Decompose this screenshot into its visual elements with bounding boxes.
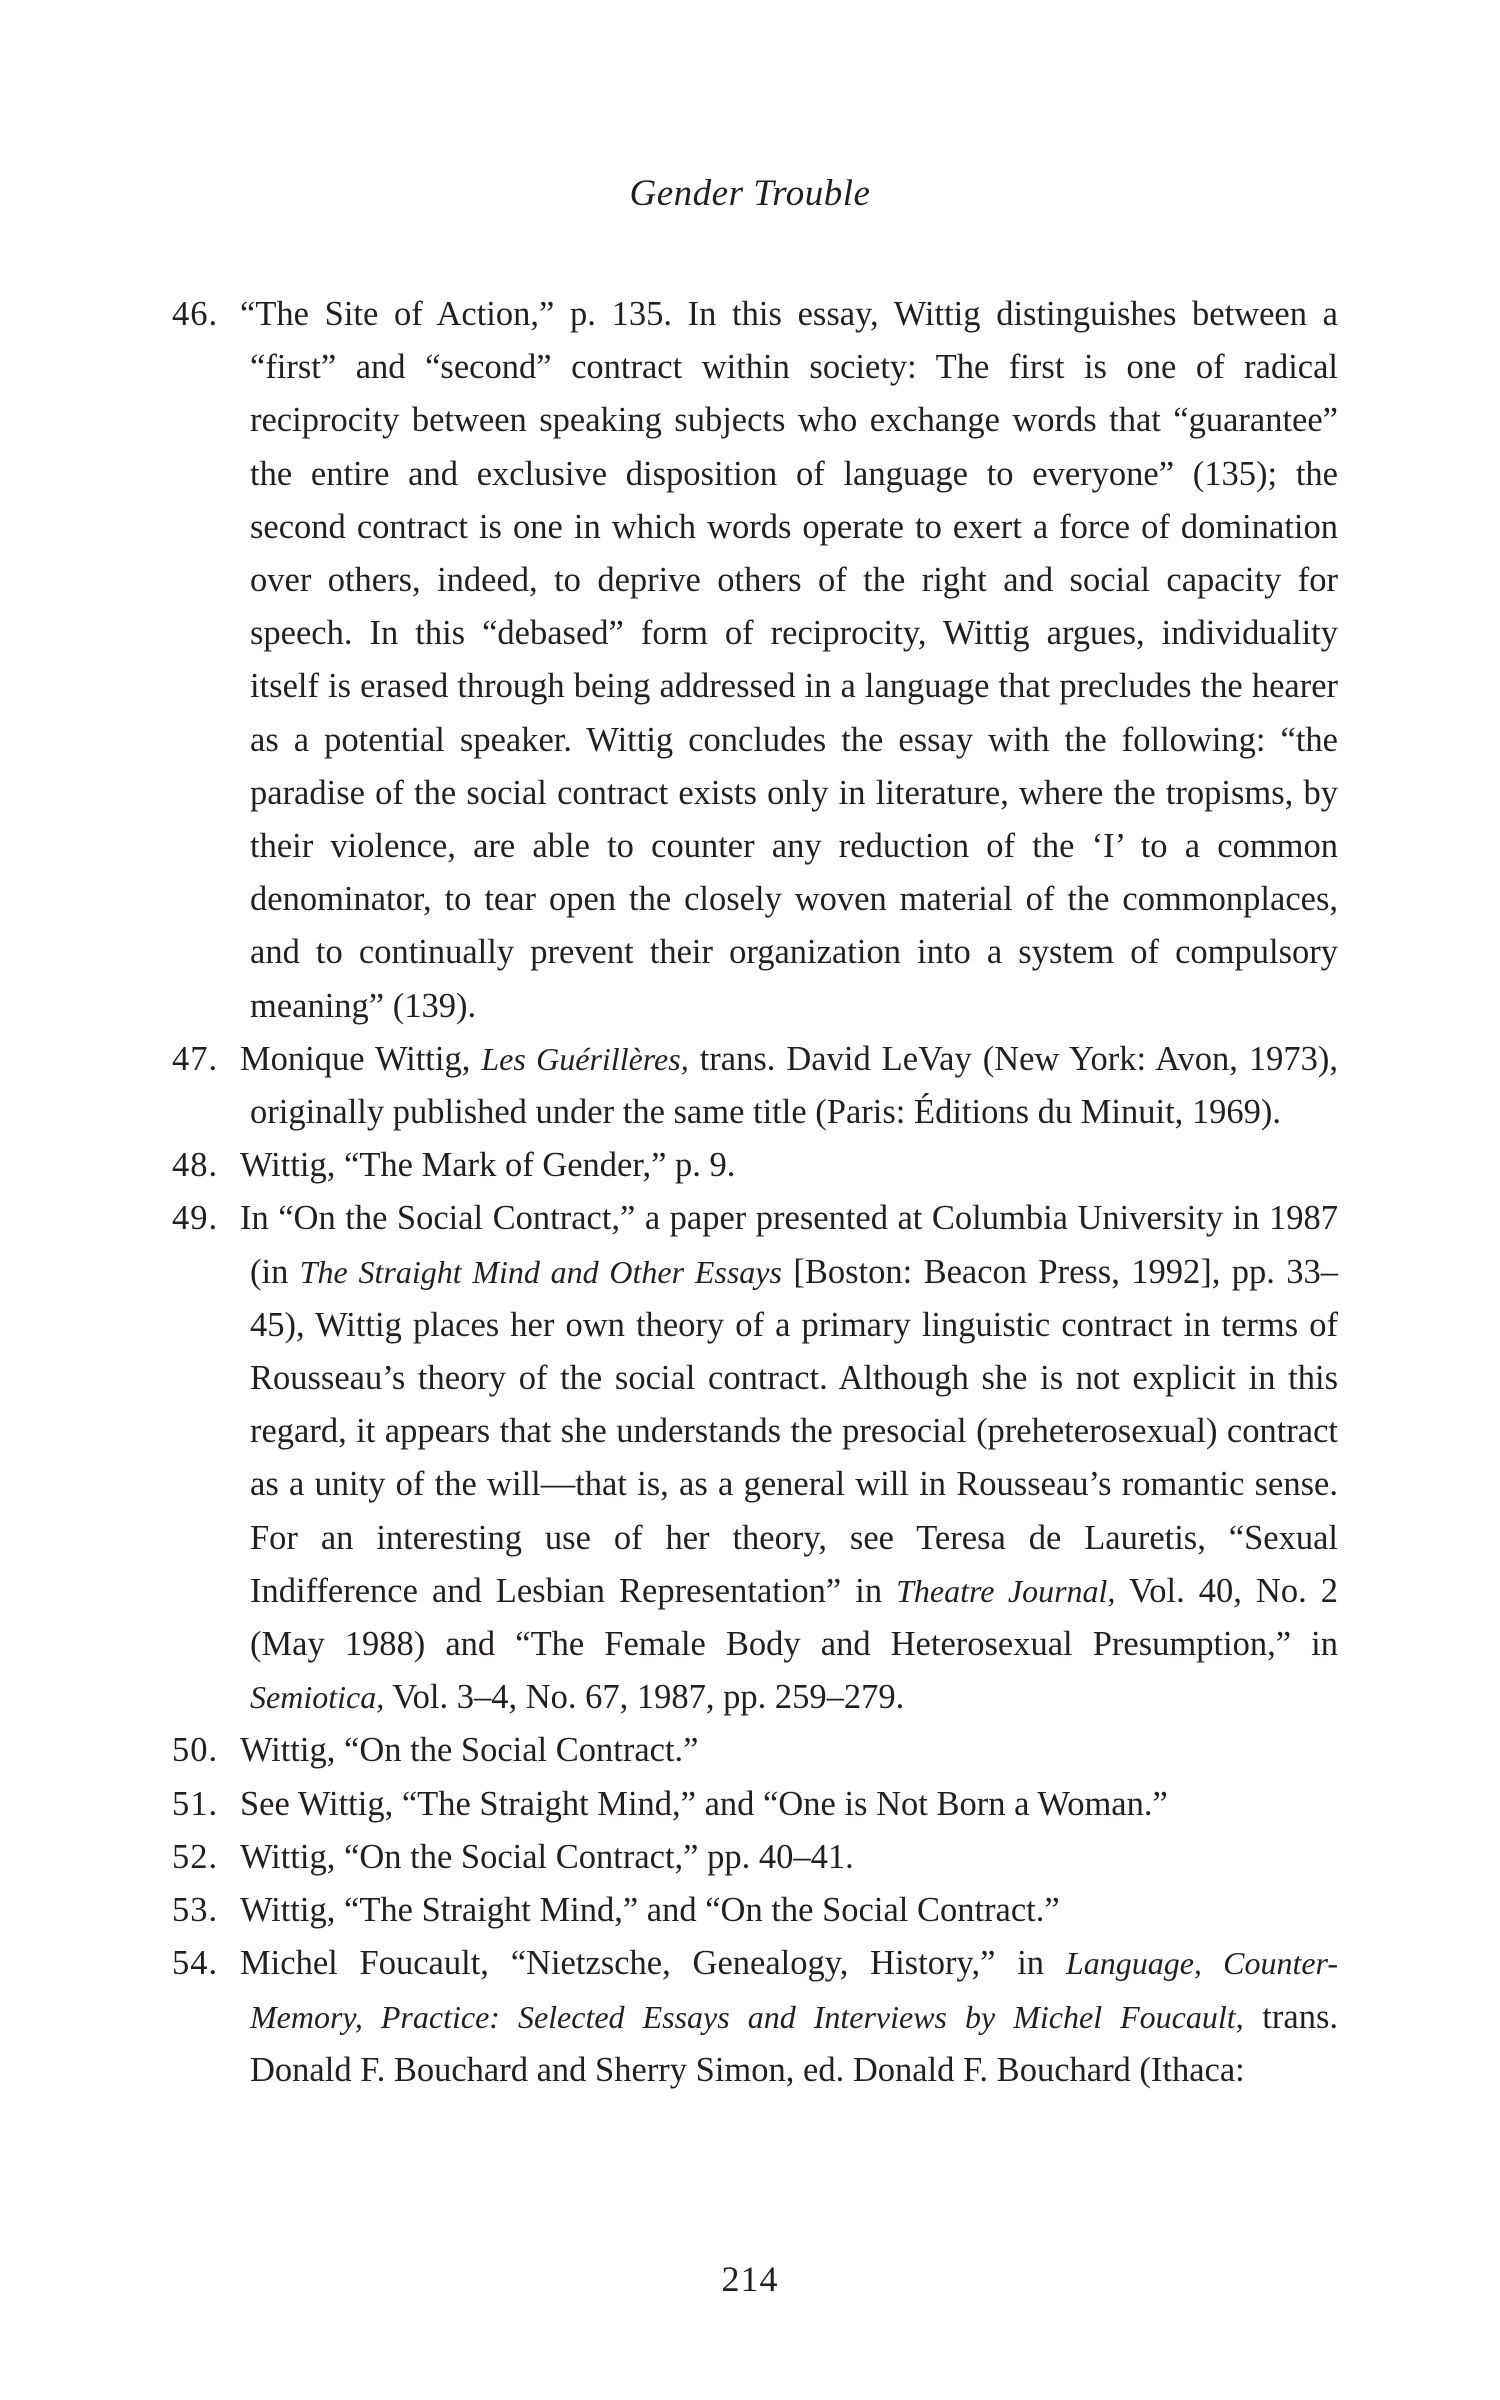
endnote	[172, 1139, 1338, 1192]
endnote-number: 47.	[172, 1039, 219, 1078]
endnote	[172, 1831, 1338, 1884]
endnote-italic-title: Semiotica,	[250, 1679, 385, 1716]
endnote-text-run: Vol. 3–4, No. 67, 1987, pp. 259–279.	[384, 1678, 905, 1717]
endnote-number: 52.	[172, 1837, 219, 1876]
endnote-number: 49.	[172, 1199, 219, 1238]
endnote-text	[240, 1884, 1338, 1937]
endnote	[172, 288, 1338, 1033]
endnote-text	[240, 1778, 1338, 1831]
endnote-text-run: Wittig, “On the Social Contract.”	[240, 1731, 699, 1770]
endnote	[172, 1724, 1338, 1777]
endnote-text-run: “The Site of Action,” p. 135. In this essay, Wittig distinguishes between a “first” and “second” contract within society: The first is one of radical reciprocity between speaking subjects who exchange words that “guarantee” the entire and exclusive disposition of language to everyone” (135); the second contract is one in which words operate to exert a force of domination over others, indeed, to deprive others of the right and social capacity for speech. In this “debased” form of reciprocity, Wittig argues, individuality itself is erased through being addressed in a language that precludes the hearer as a potential speaker. Wittig concludes the essay with the following: “the paradise of the social contract exists only in literature, where the tropisms, by their violence, are able to counter any reduction of the ‘I’ to a common denominator, to tear open the closely woven material of the commonplaces, and to continually prevent their organization into a system of compulsory meaning” (139).	[240, 295, 1338, 1025]
endnote-text	[240, 1724, 1338, 1777]
endnote-italic-title: Language, Counter-Memory, Practice: Selected Essays and Interviews by Michel Foucault,	[250, 1945, 1339, 2035]
endnote-text-run: trans. David LeVay (New York: Avon, 1973), originally published under the same title (Paris: Éditions du Minuit, 1969).	[250, 1039, 1338, 1132]
endnote	[172, 1778, 1338, 1831]
endnote-text-run: In “On the Social Contract,” a paper presented at Columbia University in 1987 (in	[240, 1199, 1338, 1291]
endnote-text-run: Michel Foucault, “Nietzsche, Genealogy, History,” in	[240, 1944, 1066, 1983]
endnote-text-run: Wittig, “The Mark of Gender,” p. 9.	[240, 1146, 736, 1185]
endnote-number: 51.	[172, 1784, 219, 1823]
endnote-italic-title: Les Guérillères,	[481, 1040, 689, 1077]
endnote	[172, 1192, 1338, 1724]
endnote-italic-title: The Straight Mind and Other Essays	[299, 1253, 782, 1290]
endnote-text-run: Vol. 40, No. 2 (May 1988) and “The Female Body and Heterosexual Presumption,” in	[250, 1571, 1338, 1664]
endnote-text	[240, 1831, 1338, 1884]
endnote-text	[240, 1192, 1339, 1724]
endnote-number: 48.	[172, 1146, 219, 1185]
endnote-text-run: Wittig, “On the Social Contract,” pp. 40–41.	[240, 1837, 854, 1876]
endnote	[172, 1937, 1338, 2097]
endnote-text-run: See Wittig, “The Straight Mind,” and “One is Not Born a Woman.”	[240, 1784, 1168, 1823]
endnotes-list	[172, 288, 1338, 2097]
endnote-text-run: Wittig, “The Straight Mind,” and “On the Social Contract.”	[240, 1891, 1060, 1930]
endnote-number: 54.	[172, 1944, 219, 1983]
running-head-title: Gender Trouble	[629, 173, 871, 214]
endnote-text	[240, 1937, 1339, 2097]
page-number: 214	[721, 2259, 779, 2299]
endnote-text-run: [Boston: Beacon Press, 1992], pp. 33–45), Wittig places her own theory of a primary linguistic contract in terms of Rousseau’s theory of the social contract. Although she is not explicit in this regard, it appears that she understands the presocial (preheterosexual) contract as a unity of the will—that is, as a general will in Rousseau’s romantic sense. For an interesting use of her theory, see Teresa de Lauretis, “Sexual Indifference and Lesbian Representation” in	[250, 1252, 1339, 1610]
endnote-italic-title: Theatre Journal,	[896, 1572, 1116, 1609]
endnote-text-run: Monique Wittig,	[240, 1039, 482, 1078]
endnote-text-run: trans. Donald F. Bouchard and Sherry Simon, ed. Donald F. Bouchard (Ithaca:	[250, 1997, 1338, 2089]
endnote-number: 50.	[172, 1731, 219, 1770]
endnote-text	[240, 1033, 1338, 1139]
endnote-number: 53.	[172, 1891, 219, 1930]
endnote-text	[240, 288, 1338, 1033]
endnote-number: 46.	[172, 295, 219, 333]
endnote-text	[240, 1139, 1338, 1192]
endnote	[172, 1884, 1338, 1937]
endnote	[172, 1033, 1338, 1139]
